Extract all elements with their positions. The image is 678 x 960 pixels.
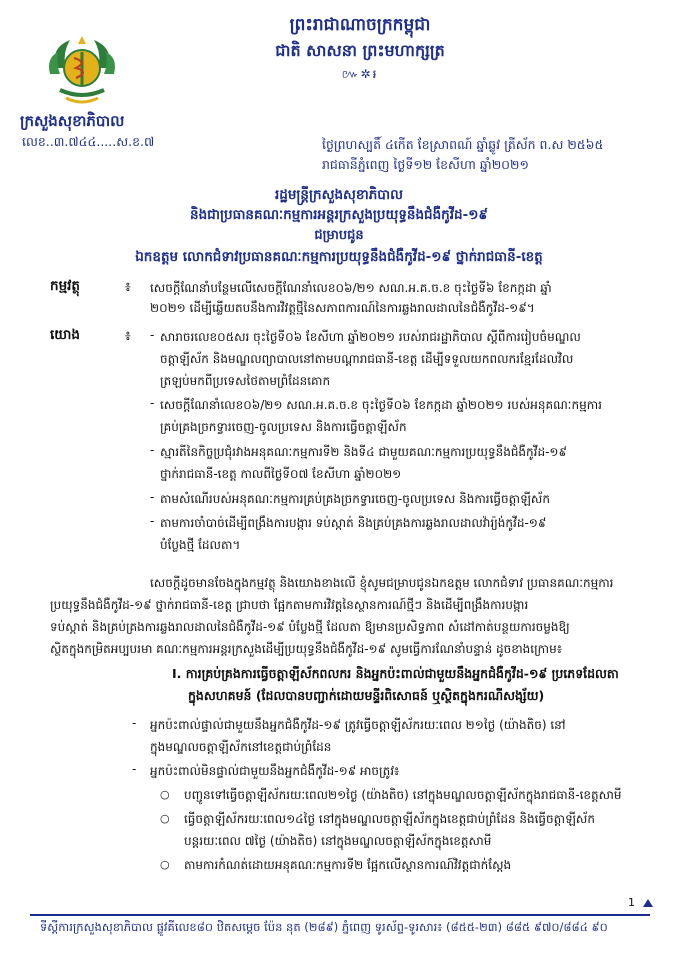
reference-item-line: ចត្តាឡីស័ក និងមណ្ឌលព្យាបាលនៅតាមបណ្តារាជធានី-ខេត្ត ដើម្បីទទួលយកពលករខ្មែរដែលវិល	[160, 352, 574, 366]
sub-item-line: ធ្វើចត្តាឡីស័ករយៈពេល១៤ថ្ងៃ នៅក្នុងមណ្ឌលចត្តាឡីស័កក្នុងខេត្តជាប់ព្រំដែន និងធ្វើចត្តាឡីស័ក	[184, 812, 595, 826]
section-item-line: អ្នកប៉ះពាល់ផ្ទាល់ជាមួយនឹងអ្នកជំងឺកូវីដ-១៩ ត្រូវធ្វើចត្តាឡីស័ករយៈពេល ២១ថ្ងៃ (យ៉ាងតិច) នៅ	[150, 718, 566, 732]
seal-mark-icon	[642, 897, 654, 909]
dash-bullet: -	[150, 490, 155, 504]
reference-label: យោង	[50, 327, 80, 343]
ministry-of-health-emblem-icon	[36, 28, 128, 110]
reference-item-line: ត្រឡប់មកពីប្រទេសថៃតាមព្រំដែនគោក	[160, 374, 331, 388]
reference-item-line: តាមសំណើរបស់អនុគណៈកម្មការគ្រប់គ្រងច្រកទ្វារចេញ-ចូលប្រទេស និងការធ្វើចត្តាឡីស័ក	[160, 492, 550, 506]
ornament-divider: ៚✲៛	[341, 67, 379, 81]
footer-divider	[30, 914, 650, 916]
section-item-line: អ្នកប៉ះពាល់មិនផ្ទាល់ជាមួយនឹងអ្នកជំងឺកូវីដ-១៩ អាចត្រូវ៖	[150, 764, 400, 778]
sender-title-line1: រដ្ឋមន្ត្រីក្រសួងសុខាភិបាល	[274, 187, 403, 203]
body-line: ស្ថិតក្នុងកម្រិតអប្បបរមា គណៈកម្មការអន្តរក្រសួងដើម្បីប្រយុទ្ធនឹងជំងឺកូវីដ-១៩ សូមធ្វើការណែនាំបន្ទាន់ ដូចខាងក្រោម៖	[50, 642, 562, 656]
addressed-to: ជម្រាបជូន	[314, 228, 364, 243]
reference-number: លេខ..៣.៧៤៤.....ស.ខ.៧	[22, 134, 155, 149]
reference-item-line: ថ្នាក់រាជធានី-ខេត្ត កាលពីថ្ងៃទី០៧ ខែសីហា ឆ្នាំ២០២១	[160, 467, 402, 481]
ministry-name: ក្រសួងសុខាភិបាល	[20, 112, 125, 130]
sub-item-line: បញ្ជូនទៅធ្វើចត្តាឡីស័ករយៈពេល២១ថ្ងៃ (យ៉ាងតិច) នៅក្នុងមណ្ឌលចត្តាឡីស័កក្នុងរាជធានី-ខេត្តសាមី	[184, 788, 622, 802]
section-item-line: ក្នុងមណ្ឌលចត្តាឡីស័កនៅខេត្តជាប់ព្រំដែន	[150, 740, 332, 754]
sender-title-line2: និងជាប្រធានគណៈកម្មការអន្តរក្រសួងប្រយុទ្ធនឹងជំងឺកូវីដ-១៩	[190, 207, 488, 223]
circle-bullet-icon: ○	[160, 858, 170, 871]
national-motto: ជាតិ សាសនា ព្រះមហាក្សត្រ	[275, 41, 445, 60]
subject-label: កម្មវត្ថុ	[50, 278, 80, 294]
footer-address: ទីស្តីការក្រសួងសុខាភិបាល ផ្លូវគីលេខ៨០ ឋិតសម្តេច ប៉ែន នុត (២៨៩) ភ្នំពេញ ទូរស័ព្ទ-ទូរសារ៖ (៨៥៥-២៣) ៨៨៥ ៩៧០/៨៨៤ ៩០	[40, 920, 608, 934]
subject-colon: ៖	[125, 280, 131, 295]
subject-line: ២០២១ ដើម្បីឆ្លើយតបនឹងការវិវត្តថ្មីនៃសភាពការណ៍នៃការឆ្លងរាលដាលនៃជំងឺកូវីដ-១៩។	[150, 301, 535, 315]
dash-bullet: -	[132, 716, 137, 730]
body-line: សេចក្តីដូចមានចែងក្នុងកម្មវត្ថុ និងយោងខាងលើ ខ្ញុំសូមជម្រាបជូនឯកឧត្តម លោកជំទាវ ប្រធានគណៈកម្មការ	[150, 576, 614, 590]
recipient-line: ឯកឧត្តម លោកជំទាវប្រធានគណៈកម្មការប្រយុទ្ធនឹងជំងឺកូវីដ-១៩ ថ្នាក់រាជធានី-ខេត្ត	[135, 249, 543, 265]
reference-colon: ៖	[125, 329, 131, 344]
reference-item-line: តាមការចាំបាច់ដើម្បីពង្រឹងការបង្ការ ទប់ស្កាត់ និងគ្រប់គ្រងការឆ្លងរាលដាលវ៉ារ្យ៉ង់កូវីដ-១៩	[160, 516, 547, 530]
dash-bullet: -	[150, 328, 155, 342]
subject-line: សេចក្តីណែនាំបន្ថែមលើសេចក្តីណែនាំលេខ០៦/២១ សណ.អ.គ.ច.ខ ចុះថ្ងៃទី៦ ខែកក្កដា ឆ្នាំ	[150, 281, 552, 295]
section-heading: ក្នុងសហគមន៍ (ដែលបានបញ្ជាក់ដោយមន្ទីរពិសោធន៍ ឬស្ថិតក្នុងករណីសង្ស័យ)	[188, 688, 545, 703]
reference-item-line: បំប្លែងថ្មី ដែលតា។	[160, 538, 241, 552]
reference-item-line: សារាចរលេខ០៥សរ ចុះថ្ងៃទី០៦ ខែសីហា ឆ្នាំ២០២១ របស់រាជរដ្ឋាភិបាល ស្តីពីការរៀបចំមណ្ឌល	[160, 330, 581, 344]
reference-item-line: គ្រប់គ្រងច្រកទ្វារចេញ-ចូលប្រទេស និងការធ្វើចត្តាឡីស័ក	[160, 420, 407, 434]
dash-bullet: -	[132, 762, 137, 776]
dash-bullet: -	[150, 514, 155, 528]
body-line: ប្រយុទ្ធនឹងជំងឺកូវីដ-១៩ ថ្នាក់រាជធានី-ខេត្ត ជ្រាបថា ផ្អែកតាមការវិវត្តនៃស្ថានការណ៍ថ្មីៗ និងដើម្បីពង្រឹងការបង្ការ	[50, 598, 529, 612]
body-line: ទប់ស្កាត់ និងគ្រប់គ្រងការឆ្លងរាលដាលនៃជំងឺកូវីដ-១៩ បំប្លែងថ្មី ដែលតា ឱ្យមានប្រសិទ្ធភាព សំដៅកាត់បន្ថយការចម្លងឱ្យ	[50, 620, 570, 634]
section-heading: I. ការគ្រប់គ្រងការធ្វើចត្តាឡីស័កពលករ និងអ្នកប៉ះពាល់ជាមួយនឹងអ្នកជំងឺកូវីដ-១៩ ប្រភេទដែលតា	[172, 666, 619, 681]
reference-item-line: សេចក្តីណែនាំលេខ០៦/២១ សណ.អ.គ.ច.ខ ចុះថ្ងៃទី០៦ ខែកក្កដា ឆ្នាំ២០២១ របស់អនុគណៈកម្មការ	[160, 398, 602, 412]
page-number: 1	[628, 896, 635, 909]
solar-date: រាជធានីភ្នំពេញ ថ្ងៃទី១២ ខែសីហា ឆ្នាំ២០២១	[322, 157, 529, 172]
lunar-date: ថ្ងៃព្រហស្បតិ៍ ៤កើត ខែស្រាពណ៍ ឆ្នាំឆ្លូវ ត្រីស័ក ព.ស ២៥៦៥	[322, 137, 604, 152]
circle-bullet-icon: ○	[160, 788, 170, 801]
dash-bullet: -	[150, 396, 155, 410]
circle-bullet-icon: ○	[160, 812, 170, 825]
dash-bullet: -	[150, 443, 155, 457]
kingdom-title: ព្រះរាជាណាចក្រកម្ពុជា	[289, 15, 431, 35]
sub-item-line: តាមការកំណត់ដោយអនុគណៈកម្មការទី២ ផ្អែកលើស្ថានការណ៍វិវត្តជាក់ស្តែង	[184, 858, 512, 872]
sub-item-line: បន្តរយៈពេល ៧ថ្ងៃ (យ៉ាងតិច) នៅក្នុងមណ្ឌលចត្តាឡីស័កក្នុងខេត្តសាមី	[184, 834, 492, 848]
reference-item-line: ស្មារតីនៃកិច្ចប្រជុំរវាងអនុគណៈកម្មការទី២ និងទី៤ ជាមួយគណៈកម្មការប្រយុទ្ធនឹងជំងឺកូវីដ-១៩	[160, 445, 567, 459]
